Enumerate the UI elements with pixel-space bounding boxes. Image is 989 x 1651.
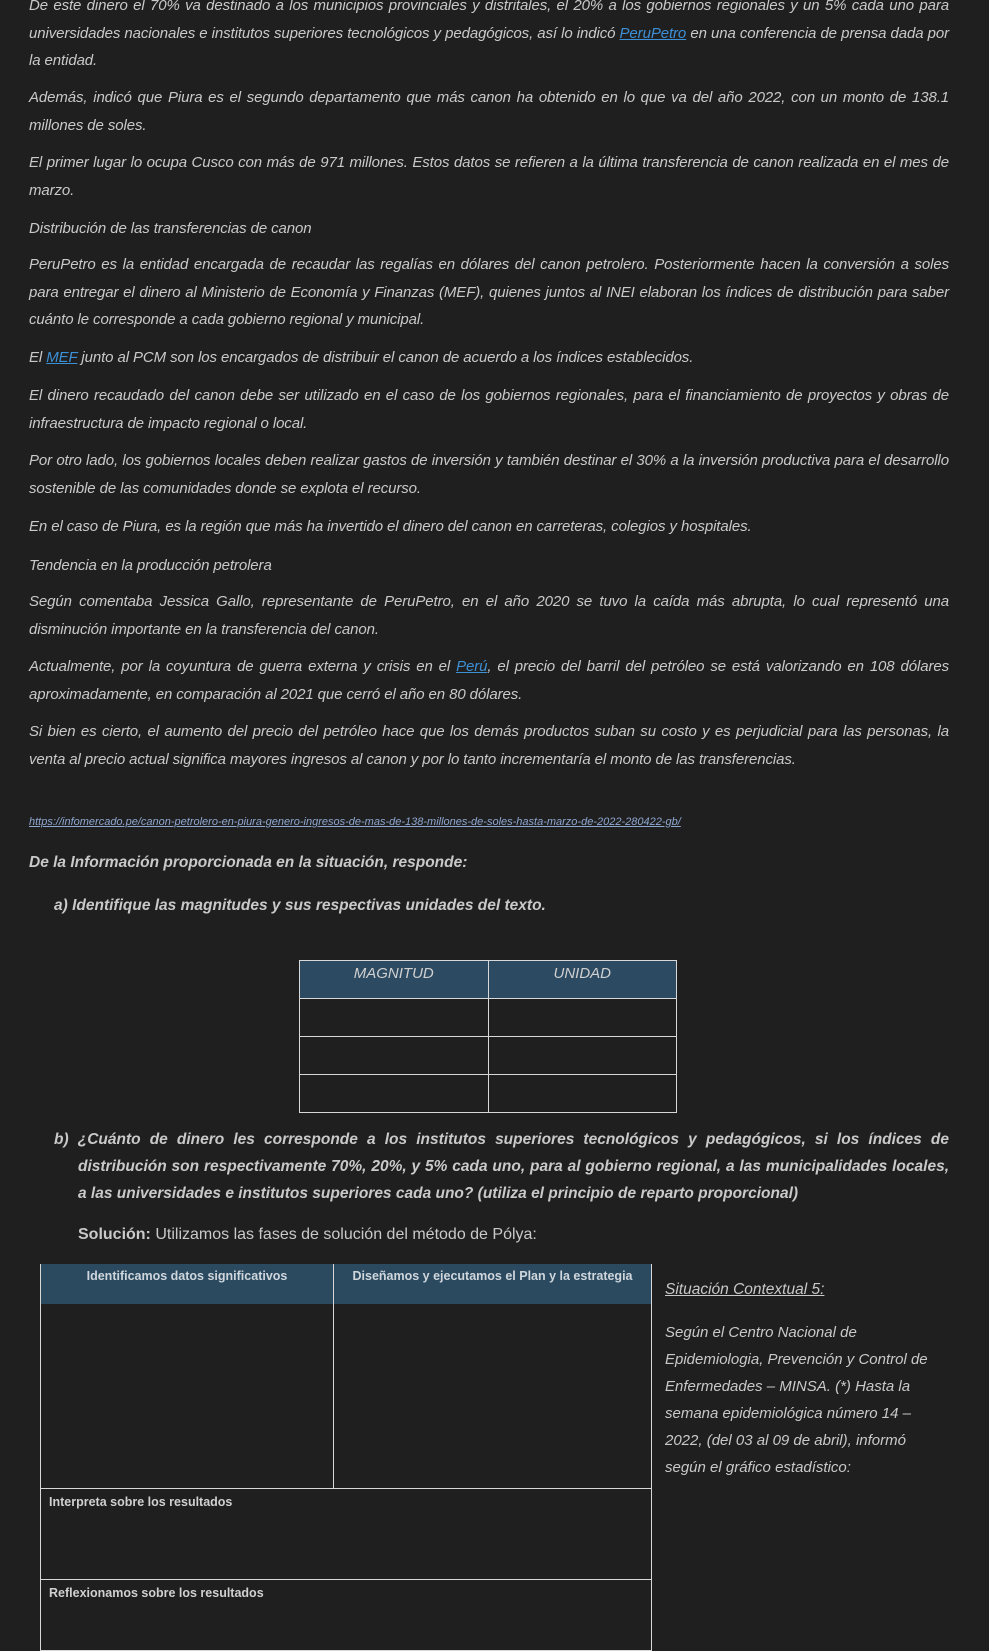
cell-identify[interactable] (41, 1304, 334, 1489)
paragraph-piura: Además, indicó que Piura es el segundo departamento que más canon ha obtenido en lo que va del año 2022, con un monto de 138.1 millones de soles. (29, 89, 949, 134)
cell[interactable] (300, 1075, 489, 1113)
polya-table (40, 1264, 652, 1651)
paragraph-piura-investment: En el caso de Piura, es la región que más ha invertido el dinero del canon en carreteras, colegios y hospitales. (29, 518, 752, 535)
cell[interactable] (488, 1037, 677, 1075)
contextual-situation (665, 1276, 945, 1481)
header-plan: Diseñamos y ejecutamos el Plan y la estrategia (334, 1264, 652, 1304)
source-link[interactable]: https://infomercado.pe/canon-petrolero-en-piura-genero-ingresos-de-mas-de-138-millones-de-soles-hasta-marzo-de-2022-280422-gb/ (29, 816, 681, 828)
questions-intro: De la Información proporcionada en la situación, responde: (29, 854, 468, 871)
heading-distribucion: Distribución de las transferencias de canon (29, 220, 312, 237)
question-a: a) Identifique las magnitudes y sus respectivas unidades del texto. (54, 897, 546, 914)
paragraph-price: Actualmente, por la coyuntura de guerra externa y crisis en el Perú, el precio del barril del petróleo se está valorizando en 108 dólares aproximadamente, en comparación al 2021 que cerró el año en 80 dólares. (29, 658, 949, 703)
heading-tendencia: Tendencia en la producción petrolera (29, 557, 272, 574)
magnitudes-table (299, 960, 677, 1113)
peru-link[interactable]: Perú (456, 658, 488, 675)
paragraph-conclusion: Si bien es cierto, el aumento del precio del petróleo hace que los demás productos suban su costo y es perjudicial para las personas, la venta al precio actual significa mayores ingresos al canon y por lo tanto incrementaría el monto de las transferencias. (29, 723, 949, 768)
header-magnitud: MAGNITUD (300, 961, 489, 999)
reflect-cell[interactable]: Reflexionamos sobre los resultados (41, 1580, 652, 1651)
paragraph-gallo: Según comentaba Jessica Gallo, representante de PeruPetro, en el año 2020 se tuvo la caída más abrupta, lo cual representó una disminución importante en la transferencia del canon. (29, 593, 949, 638)
paragraph-distribution: De este dinero el 70% va destinado a los municipios provinciales y distritales, el 20% a los gobiernos regionales y un 5% cada uno para universidades nacionales e institutos superiores tecnológicos y pedagógicos, así lo indicó PeruPetro en una conferencia de prensa dada por la entidad. (29, 0, 949, 70)
paragraph-regional: El dinero recaudado del canon debe ser utilizado en el caso de los gobiernos regionales, para el financiamiento de proyectos y obras de infraestructura de impacto regional o local. (29, 387, 949, 432)
paragraph-perupetro: PeruPetro es la entidad encargada de recaudar las regalías en dólares del canon petrolero. Posteriormente hacen la conversión a soles para entregar el dinero al Ministerio de Economía y Finanzas (MEF), quienes juntos al INEI elaboran los índices de distribución para saber cuánto le corresponde a cada gobierno regional y municipal. (29, 256, 949, 329)
paragraph-local: Por otro lado, los gobiernos locales deben realizar gastos de inversión y también destinar el 30% a la inversión productiva para el desarrollo sostenible de las comunidades donde se explota el recurso. (29, 452, 949, 497)
question-b: b) ¿Cuánto de dinero les corresponde a los institutos superiores tecnológicos y pedagógicos, si los índices de distribución son respectivamente 70%, 20%, y 5% cada uno, para al gobierno regional, a las municipalidades locales, a las universidades e institutos superiores cada uno? (utiliza el principio de reparto proporcional) (54, 1131, 949, 1202)
mef-link[interactable]: MEF (46, 349, 78, 366)
header-identify: Identificamos datos significativos (41, 1264, 334, 1304)
solution-line: Solución: Utilizamos las fases de solución del método de Pólya: (78, 1226, 537, 1243)
cell[interactable] (300, 999, 489, 1037)
contextual-text: Según el Centro Nacional de Epidemiologia, Prevención y Control de Enfermedades – MINSA. (*) Hasta la semana epidemiológica número 14 – 2022, (del 03 al 09 de abril), informó según el gráfico estadístico: (665, 1324, 928, 1476)
cell[interactable] (488, 1075, 677, 1113)
paragraph-cusco: El primer lugar lo ocupa Cusco con más de 971 millones. Estos datos se refieren a la última transferencia de canon realizada en el mes de marzo. (29, 154, 949, 199)
paragraph-mef: El MEF junto al PCM son los encargados de distribuir el canon de acuerdo a los índices establecidos. (29, 349, 694, 366)
cell-plan[interactable] (334, 1304, 652, 1489)
interpret-cell[interactable]: Interpreta sobre los resultados (41, 1489, 652, 1580)
header-unidad: UNIDAD (488, 961, 677, 999)
contextual-title: Situación Contextual 5: (665, 1281, 825, 1298)
cell[interactable] (300, 1037, 489, 1075)
cell[interactable] (488, 999, 677, 1037)
perupetro-link[interactable]: PeruPetro (619, 24, 687, 42)
